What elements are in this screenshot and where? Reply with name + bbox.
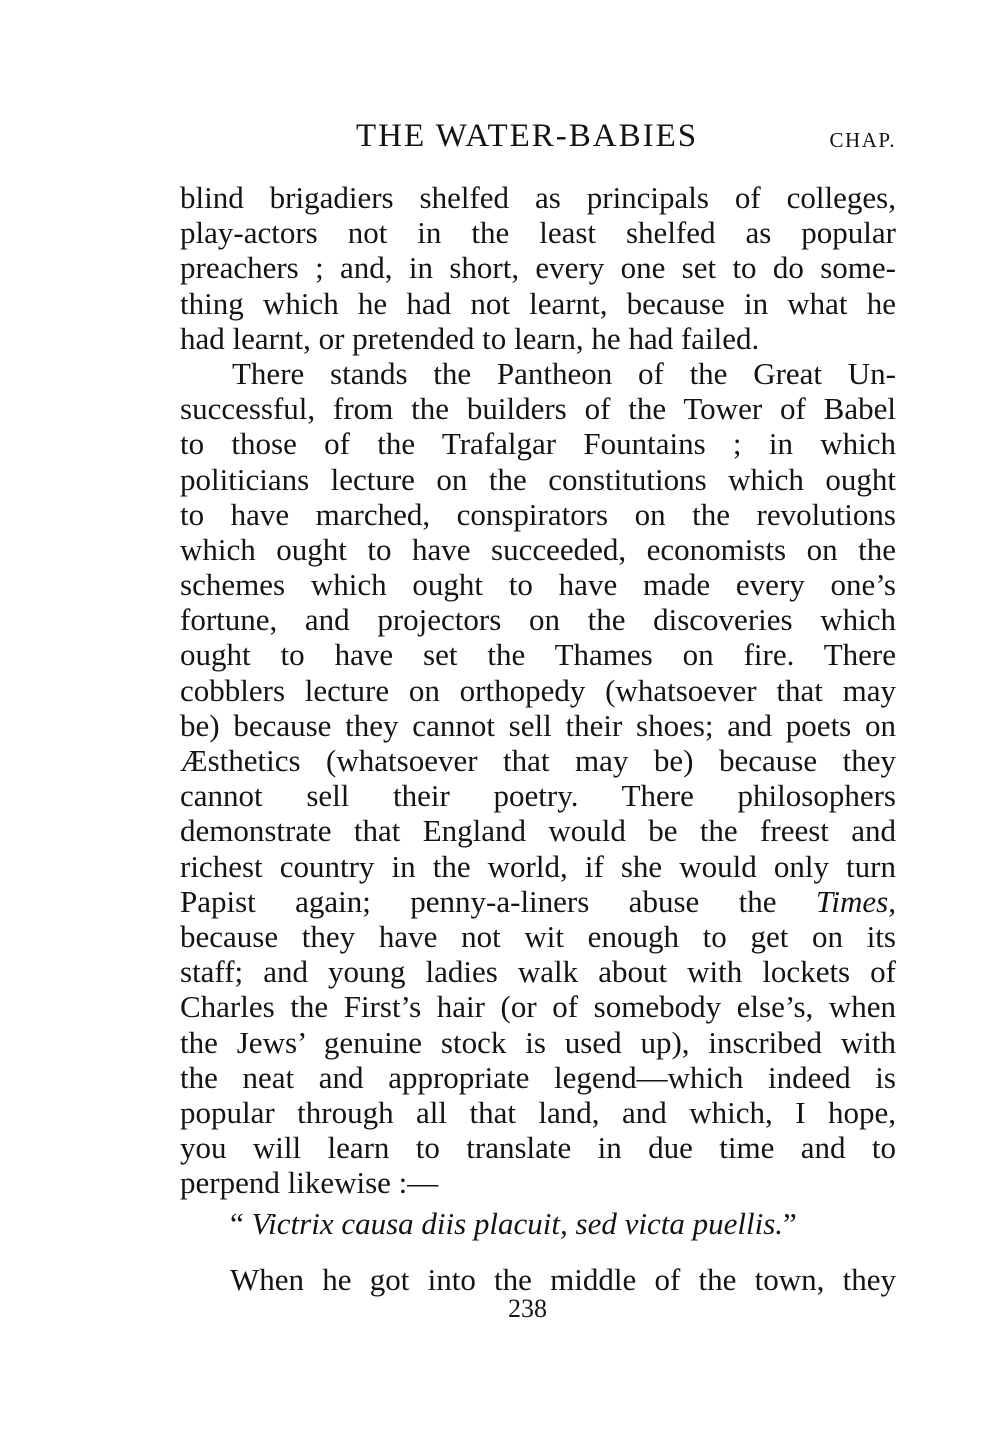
- text-line: fortune, and projectors on the discoveries which: [180, 602, 896, 638]
- text-line: Æsthetics (whatsoever that may be) because they: [180, 743, 896, 778]
- text-line: the neat and appropriate legend—which indeed is: [180, 1059, 896, 1095]
- text-line: blind brigadiers shelfed as principals of colleges,: [180, 180, 896, 215]
- text-line: successful, from the builders of the Tower of Babel: [180, 391, 896, 427]
- text-line: had learnt, or pretended to learn, he had failed.: [180, 320, 760, 356]
- running-head: [180, 118, 896, 162]
- chapter-label: CHAP.: [829, 128, 896, 152]
- paragraph-start-line: When he got into the middle of the town, they: [230, 1262, 896, 1297]
- text-line: politicians lecture on the constitutions which ought: [180, 461, 896, 497]
- text-line: be) because they cannot sell their shoes; and poets on: [180, 707, 896, 743]
- latin-quotation: [230, 1206, 797, 1242]
- text-line: the Jews’ genuine stock is used up), inscribed with: [180, 1024, 896, 1060]
- text-segment: Papist again; penny-a-liners abuse the: [180, 883, 777, 919]
- text-line: popular through all that land, and which, I hope,: [180, 1094, 896, 1130]
- open-quote-mark: “: [230, 1206, 244, 1241]
- text-line: to those of the Trafalgar Fountains ; in which: [180, 426, 896, 462]
- body-text: [180, 180, 896, 1200]
- text-line: cannot sell their poetry. There philosophers: [180, 778, 896, 814]
- text-line: which ought to have succeeded, economists on the: [180, 531, 896, 567]
- italic-title: Times,: [815, 883, 896, 919]
- text-line: schemes which ought to have made every one’s: [180, 567, 896, 603]
- text-line: perpend likewise :—: [180, 1165, 439, 1201]
- text-line: staff; and young ladies walk about with lockets of: [180, 954, 896, 990]
- text-line: you will learn to translate in due time and to: [180, 1130, 896, 1166]
- text-line: thing which he had not learnt, because in what he: [180, 285, 896, 321]
- close-quote-mark: ”: [783, 1206, 797, 1241]
- page-number: 238: [508, 1294, 547, 1323]
- quotation-text: Victrix causa diis placuit, sed victa puellis.: [251, 1206, 784, 1241]
- text-line: cobblers lecture on orthopedy (whatsoever that may: [180, 672, 896, 708]
- text-line: because they have not wit enough to get on its: [180, 918, 896, 954]
- text-line: to have marched, conspirators on the revolutions: [180, 496, 896, 532]
- text-line: Charles the First’s hair (or of somebody else’s, when: [180, 989, 896, 1025]
- text-line: play-actors not in the least shelfed as popular: [180, 215, 896, 251]
- text-line: ought to have set the Thames on fire. There: [180, 637, 896, 673]
- text-line: richest country in the world, if she would only turn: [180, 848, 896, 884]
- running-title: THE WATER-BABIES: [356, 118, 699, 154]
- paragraph-start-line: There stands the Pantheon of the Great Un-: [232, 355, 896, 391]
- text-line: preachers ; and, in short, every one set to do some-: [180, 250, 896, 286]
- text-line-with-italic: [180, 884, 896, 919]
- text-line: demonstrate that England would be the freest and: [180, 813, 896, 849]
